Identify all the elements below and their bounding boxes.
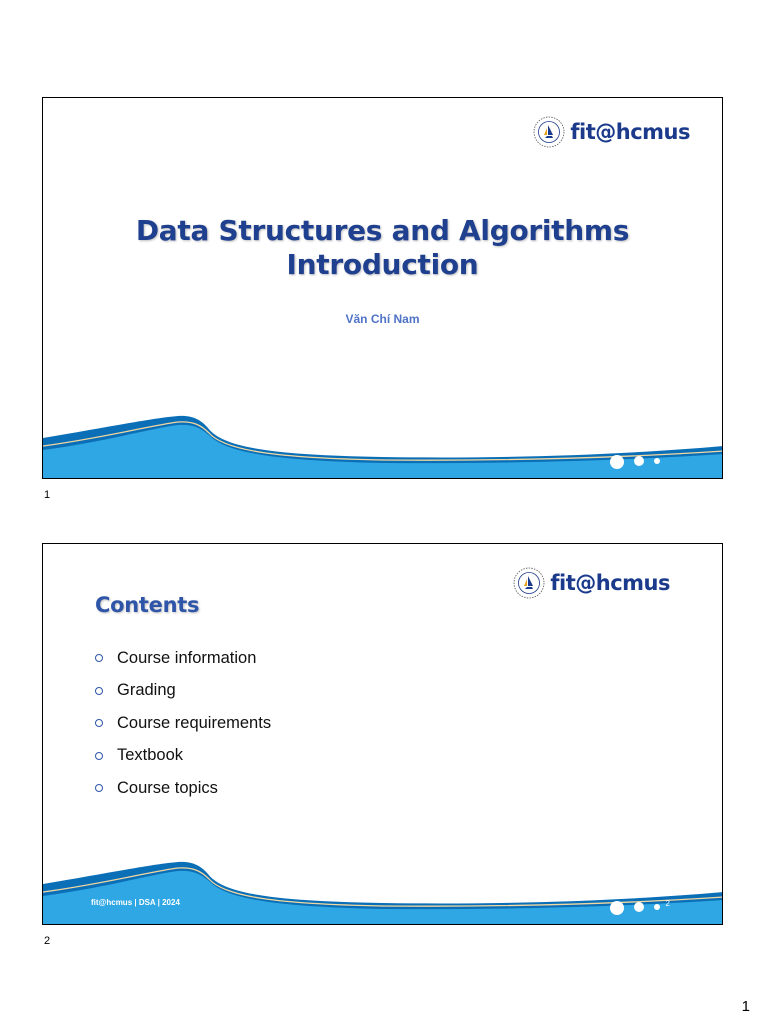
page-number: 1 xyxy=(741,998,750,1015)
slide-1 xyxy=(42,97,723,479)
list-item-label: Course topics xyxy=(117,778,218,797)
slide-title-line-2: Introduction xyxy=(286,248,479,281)
slide-number-2: 2 xyxy=(44,935,51,947)
wave-decoration xyxy=(43,398,723,478)
logo-text: fit@hcmus xyxy=(570,120,690,144)
fit-hcmus-logo xyxy=(532,115,690,149)
slide-number-1: 1 xyxy=(44,489,51,501)
list-item-label: Course requirements xyxy=(117,713,272,732)
list-item xyxy=(95,707,271,740)
slide-footer-number: 2 xyxy=(665,899,670,908)
slide-title-line-1: Data Structures and Algorithms xyxy=(135,214,630,247)
circle-bullet-icon xyxy=(95,784,103,792)
list-item xyxy=(95,740,271,773)
circle-bullet-icon xyxy=(95,654,103,662)
list-item xyxy=(95,642,271,675)
list-item-label: Grading xyxy=(117,681,176,700)
contents-heading: Contents xyxy=(95,593,200,617)
circle-bullet-icon xyxy=(95,687,103,695)
university-seal-icon xyxy=(532,115,566,149)
university-seal-icon xyxy=(512,566,546,600)
list-item xyxy=(95,772,271,805)
list-item-label: Course information xyxy=(117,648,257,667)
fit-hcmus-logo xyxy=(512,566,670,600)
slide-footer: fit@hcmus | DSA | 2024 xyxy=(91,898,180,907)
title-block xyxy=(43,214,722,282)
author-name: Văn Chí Nam xyxy=(345,312,420,326)
contents-list xyxy=(95,642,271,805)
list-item xyxy=(95,675,271,708)
circle-bullet-icon xyxy=(95,752,103,760)
logo-text: fit@hcmus xyxy=(550,571,670,595)
wave-decoration xyxy=(43,844,723,924)
slide-2 xyxy=(42,543,723,925)
list-item-label: Textbook xyxy=(117,746,184,765)
circle-bullet-icon xyxy=(95,719,103,727)
